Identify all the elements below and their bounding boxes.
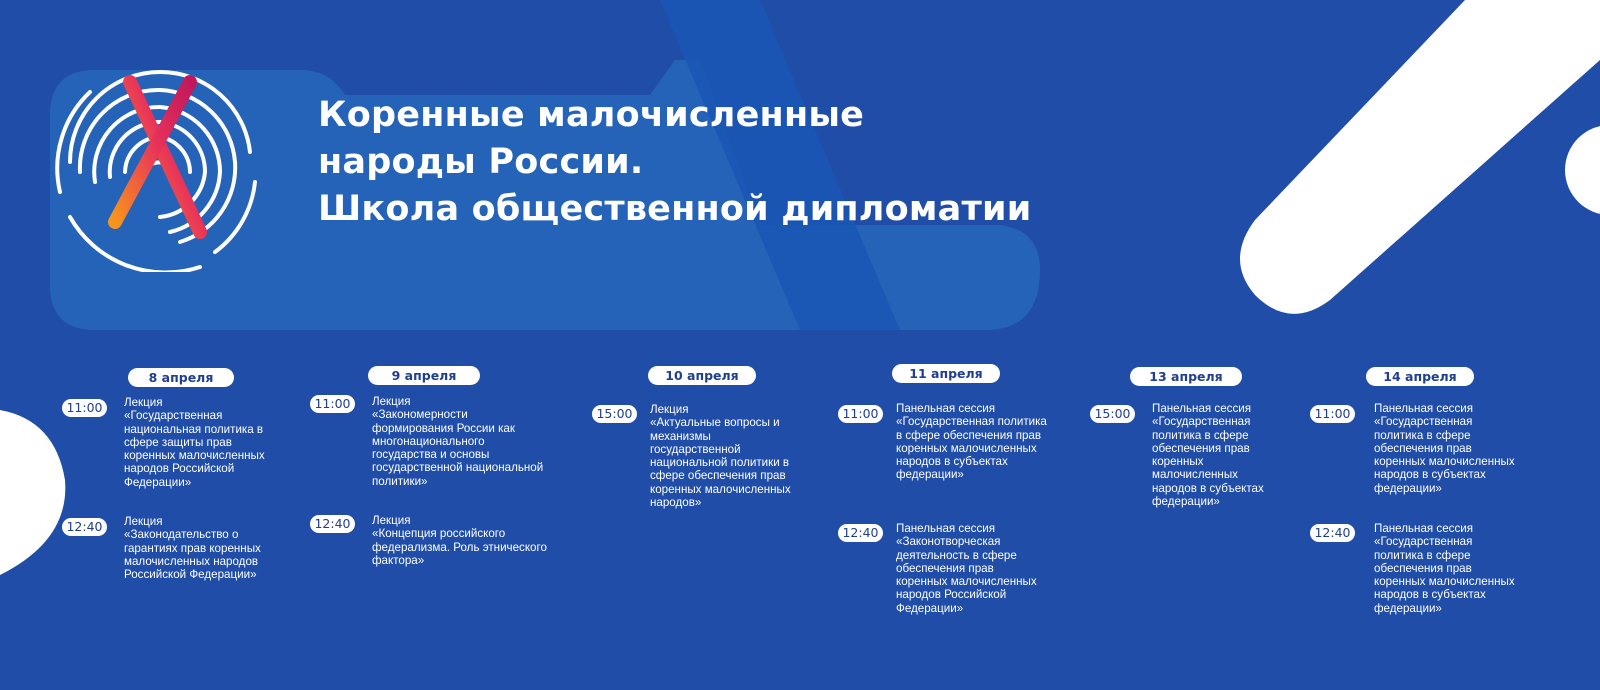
event-type: Лекция — [124, 396, 163, 409]
time-badge: 11:00 — [1310, 405, 1355, 423]
white-circle-right — [1565, 125, 1600, 215]
event-type: Лекция — [124, 515, 163, 528]
time-badge: 15:00 — [592, 405, 637, 423]
date-badge: 14 апреля — [1366, 367, 1474, 386]
event-type: Панельная сессия — [1152, 402, 1251, 415]
time-badge: 11:00 — [62, 399, 107, 417]
page-title: Коренные малочисленные народы России. Школа общественной дипломатии — [318, 95, 1032, 229]
event-type: Панельная сессия — [1374, 522, 1473, 535]
event-type: Лекция — [650, 403, 689, 416]
date-badge: 8 апреля — [128, 368, 234, 387]
time-badge: 12:40 — [1310, 524, 1355, 542]
time-badge: 15:00 — [1090, 405, 1135, 423]
white-halfcircle-left — [0, 410, 65, 575]
time-badge: 12:40 — [62, 518, 107, 536]
event-type: Панельная сессия — [1374, 402, 1473, 415]
event-type: Панельная сессия — [896, 402, 995, 415]
fingerprint-logo-icon — [50, 42, 270, 272]
event-title: «Законодательство о гарантиях прав коренных малочисленных народов Российской Федерации» — [124, 528, 261, 582]
event-type: Панельная сессия — [896, 522, 995, 535]
white-pill-shape — [1240, 0, 1600, 314]
date-badge: 11 апреля — [892, 364, 1000, 383]
event-title: «Государственная политика в сфере обеспечения прав коренных малочисленных народов в субъектах федерации» — [1374, 415, 1515, 495]
date-badge: 10 апреля — [648, 366, 756, 385]
event-title: «Актуальные вопросы и механизмы государственной национальной политики в сфере обеспечения прав коренных малочисленных народов» — [650, 416, 791, 510]
time-badge: 12:40 — [838, 524, 883, 542]
event-type: Лекция — [372, 514, 411, 527]
date-badge: 13 апреля — [1130, 367, 1242, 386]
event-title: «Концепция российского федерализма. Роль этнического фактора» — [372, 527, 547, 567]
date-badge: 9 апреля — [368, 366, 480, 385]
event-title: «Государственная политика в сфере обеспечения прав коренных малочисленных народов в субъектах федерации» — [1374, 535, 1515, 615]
event-title: «Государственная политика в сфере обеспечения прав коренных малочисленных народов в субъектах федерации» — [1152, 415, 1264, 509]
time-badge: 11:00 — [310, 395, 355, 413]
event-title: «Закономерности формирования России как многонационального государства и основы государственной национальной политики» — [372, 408, 544, 488]
event-title: «Государственная политика в сфере обеспечения прав коренных малочисленных народов в субъектах федерации» — [896, 415, 1047, 482]
time-badge: 12:40 — [310, 515, 355, 533]
event-title: «Государственная национальная политика в сфере защиты прав коренных малочисленных народов Российской Федерации» — [124, 409, 265, 489]
event-title: «Законотворческая деятельность в сфере обеспечения прав коренных малочисленных народов Российской Федерации» — [896, 535, 1037, 615]
time-badge: 11:00 — [838, 405, 883, 423]
event-type: Лекция — [372, 395, 411, 408]
